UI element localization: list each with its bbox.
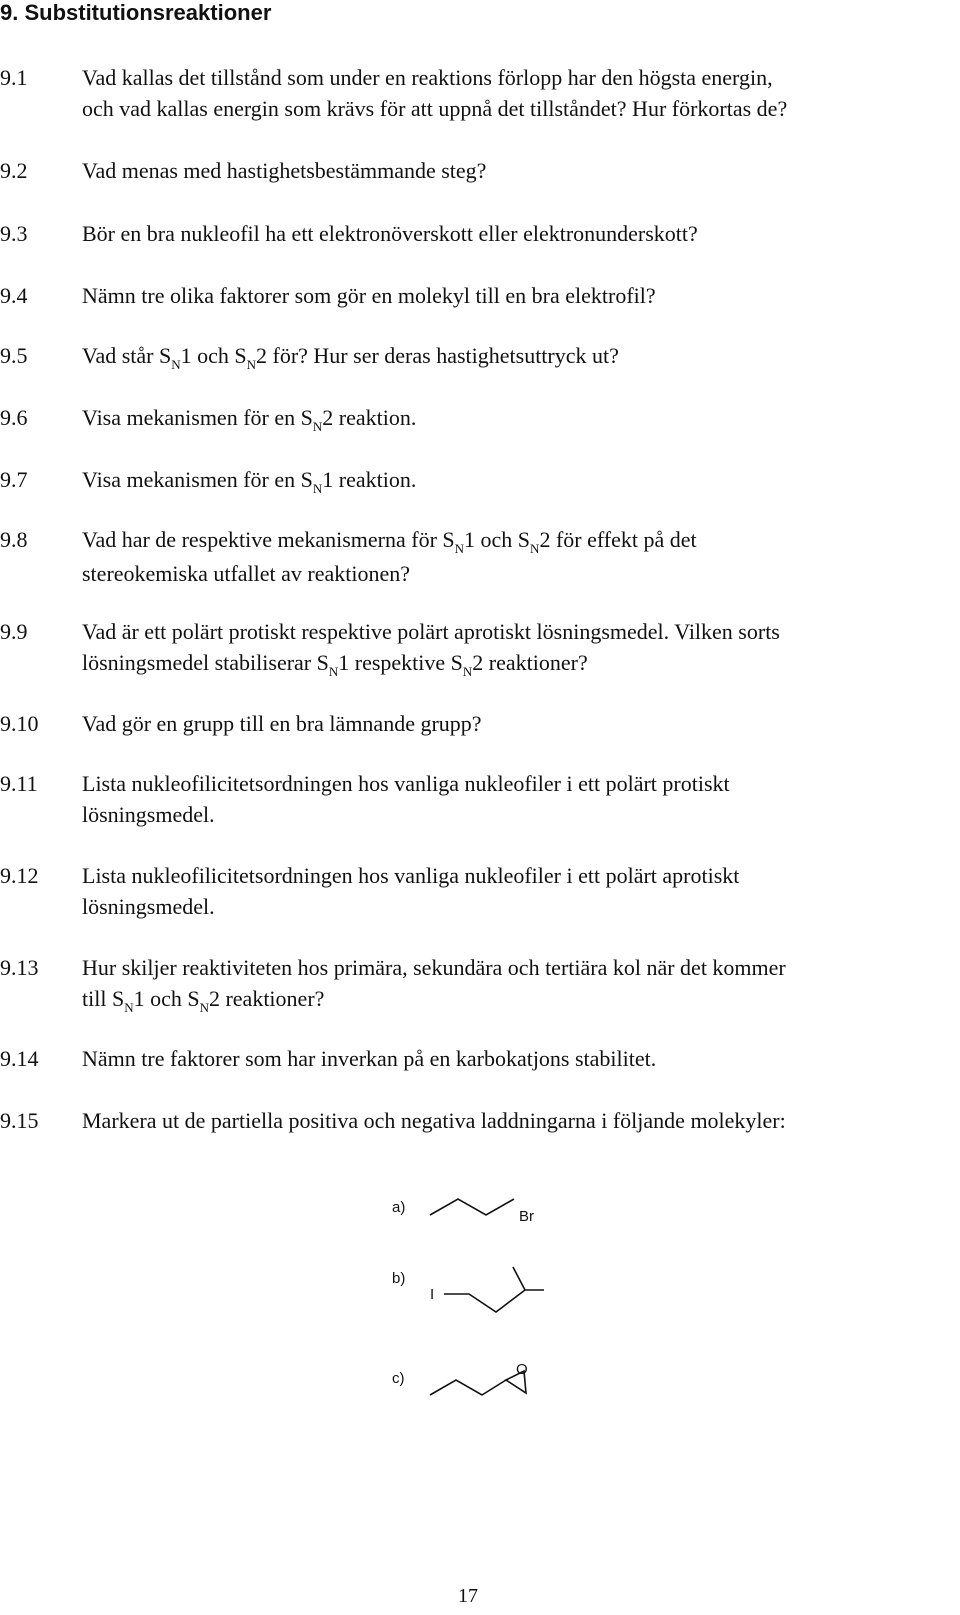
question-number: 9.3 bbox=[0, 221, 28, 246]
question-line: Vad kallas det tillstånd som under en reaktions förlopp har den högsta energin, bbox=[82, 65, 773, 90]
molecule-a-skeleton bbox=[430, 1199, 514, 1215]
question-text: Nämn tre faktorer som har inverkan på en karbokatjons stabilitet. bbox=[82, 1046, 657, 1071]
question-text: Markera ut de partiella positiva och negativa laddningarna i följande molekyler: bbox=[82, 1108, 786, 1133]
question-number: 9.5 bbox=[0, 343, 28, 368]
question-line: och vad kallas energin som krävs för att uppnå det tillståndet? Hur förkortas de? bbox=[82, 96, 788, 121]
subscript-n: N bbox=[462, 664, 473, 679]
question-line: stereokemiska utfallet av reaktionen? bbox=[82, 561, 411, 586]
molecule-a-label: a) bbox=[392, 1199, 406, 1216]
molecule-b-branch bbox=[513, 1267, 525, 1290]
question-line: Lista nukleofilicitetsordningen hos vanliga nukleofiler i ett polärt protiskt bbox=[82, 771, 730, 796]
molecule-b-label: b) bbox=[392, 1270, 406, 1287]
question-line: lösningsmedel. bbox=[82, 802, 215, 827]
question-number: 9.13 bbox=[0, 955, 39, 980]
subscript-n: N bbox=[171, 357, 181, 372]
question-number: 9.8 bbox=[0, 527, 28, 552]
page-heading: 9. Substitutionsreaktioner bbox=[0, 0, 272, 25]
question-text: Vad gör en grupp till en bra lämnande grupp? bbox=[82, 711, 482, 736]
question-text: Nämn tre olika faktorer som gör en molekyl till en bra elektrofil? bbox=[82, 283, 656, 308]
question-line: Vad är ett polärt protiskt respektive polärt aprotiskt lösningsmedel. Vilken sorts bbox=[82, 619, 780, 644]
molecule-c-atom: O bbox=[516, 1361, 528, 1378]
question-line: till $S_N1$ och $S_N2$ reaktioner? bbox=[82, 986, 325, 1015]
subscript-n: N bbox=[312, 419, 323, 434]
molecule-a-atom: Br bbox=[519, 1208, 534, 1225]
question-text: Vad står $S_N1$ och $S_N2$ för? Hur ser deras hastighetsuttryck ut? bbox=[82, 343, 619, 372]
subscript-n: N bbox=[530, 541, 540, 556]
molecule-b-skeleton bbox=[444, 1290, 544, 1312]
question-line: lösningsmedel. bbox=[82, 894, 215, 919]
question-line: Lista nukleofilicitetsordningen hos vanliga nukleofiler i ett polärt aprotiskt bbox=[82, 863, 740, 888]
molecule-b-atom: I bbox=[430, 1286, 435, 1303]
question-text: Visa mekanismen för en $S_N2$ reaktion. bbox=[82, 405, 417, 434]
question-number: 9.12 bbox=[0, 863, 39, 888]
subscript-n: N bbox=[246, 357, 256, 372]
subscript-n: N bbox=[312, 481, 323, 496]
subscript-n: N bbox=[199, 1000, 209, 1015]
molecule-c-epoxide-ring bbox=[506, 1371, 526, 1393]
page-number: 17 bbox=[458, 1585, 478, 1607]
question-line: Vad har de respektive mekanismerna för $S_N1$ och $S_N2$ för effekt på det bbox=[82, 527, 697, 556]
question-number: 9.9 bbox=[0, 619, 28, 644]
question-number: 9.14 bbox=[0, 1046, 39, 1071]
subscript-n: N bbox=[124, 1000, 134, 1015]
molecule-c-label: c) bbox=[392, 1370, 405, 1387]
question-number: 9.15 bbox=[0, 1108, 39, 1133]
question-text: Vad menas med hastighetsbestämmande steg? bbox=[82, 158, 487, 183]
question-number: 9.2 bbox=[0, 158, 28, 183]
question-number: 9.7 bbox=[0, 467, 28, 492]
question-number: 9.6 bbox=[0, 405, 28, 430]
question-line: Hur skiljer reaktiviteten hos primära, sekundära och tertiära kol när det kommer bbox=[82, 955, 786, 980]
subscript-n: N bbox=[454, 541, 465, 556]
question-line: lösningsmedel stabiliserar $S_N1$ respektive $S_N2$ reaktioner? bbox=[82, 650, 588, 679]
question-text: Bör en bra nukleofil ha ett elektronöverskott eller elektronunderskott? bbox=[82, 221, 698, 246]
question-number: 9.10 bbox=[0, 711, 39, 736]
molecule-c-skeleton bbox=[430, 1380, 506, 1395]
question-text: Visa mekanismen för en $S_N1$ reaktion. bbox=[82, 467, 417, 496]
question-number: 9.4 bbox=[0, 283, 28, 308]
question-number: 9.1 bbox=[0, 65, 28, 90]
question-number: 9.11 bbox=[0, 771, 38, 796]
subscript-n: N bbox=[328, 664, 339, 679]
